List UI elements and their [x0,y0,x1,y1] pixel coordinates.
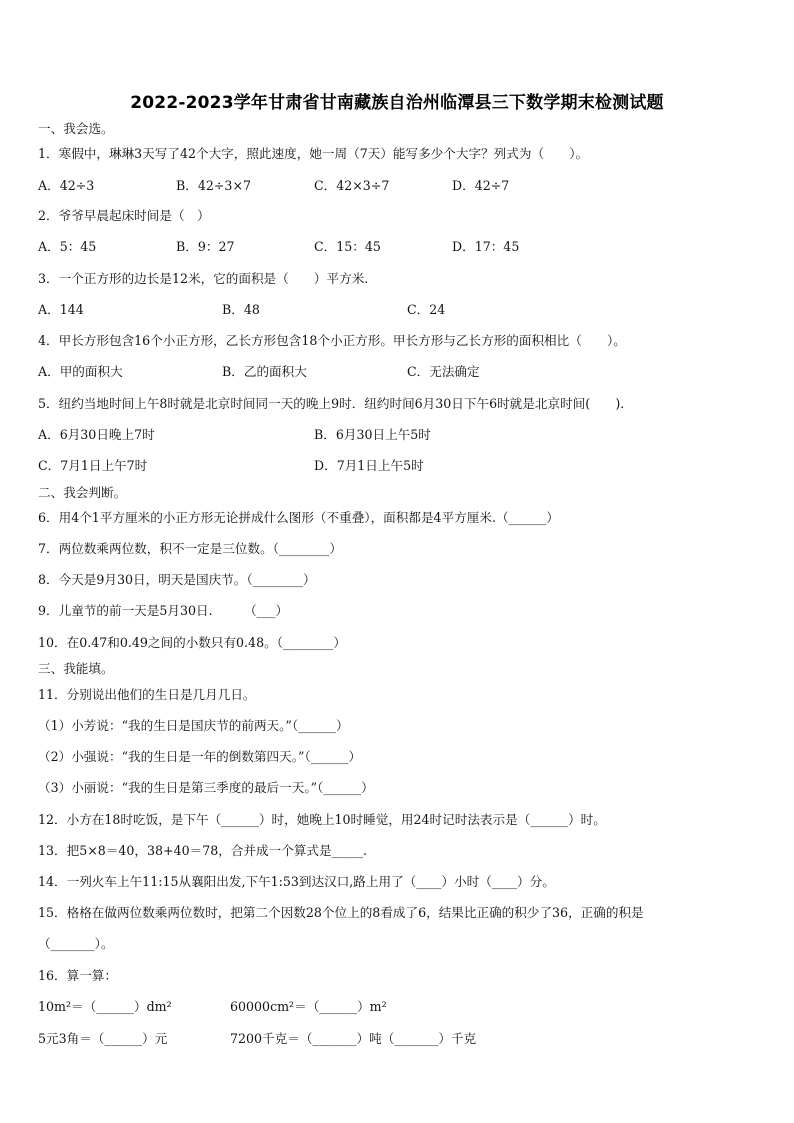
question-9: 9．儿童节的前一天是5月30日. （___） [38,603,289,618]
question-5: 5．纽约当地时间上午8时就是北京时间同一天的晚上9时．纽约时间6月30日下午6时就是北京时间( ). [38,396,625,411]
question-3: 3．一个正方形的边长是12米，它的面积是（ ）平方米. [38,271,369,286]
question-10: 10．在0.47和0.49之间的小数只有0.48。（________） [38,635,346,650]
question-11-part-2: （2）小强说：“我的生日是一年的倒数第四天。”（______） [38,749,362,764]
question-7: 7．两位数乘两位数，积不一定是三位数。（________） [38,541,342,556]
q16-item-c: 5元3角＝（______）元 [38,1031,168,1046]
q3-option-b: B．48 [222,302,260,317]
q5-option-d: D．7月1日上午5时 [314,458,424,473]
section-heading-3: 三、我能填。 [38,661,114,676]
question-14: 14．一列火车上午11:15从襄阳出发,下午1:53到达汉口,路上用了（____）小时（____）分。 [38,874,555,889]
q5-option-b: B．6月30日上午5时 [314,427,431,442]
question-8: 8．今天是9月30日，明天是国庆节。（________） [38,572,316,587]
q4-option-b: B．乙的面积大 [222,364,307,379]
question-11-part-1: （1）小芳说：“我的生日是国庆节的前两天。”（______） [38,718,349,733]
q2-option-d: D．17：45 [452,239,520,254]
q4-option-c: C．无法确定 [407,364,480,379]
question-1: 1．寒假中，琳琳3天写了42个大字，照此速度，她一周（7天）能写多少个大字？列式为（ ）。 [38,146,589,161]
q3-option-c: C．24 [407,302,446,317]
question-16: 16．算一算： [38,968,117,983]
q5-option-c: C．7月1日上午7时 [38,458,148,473]
question-2: 2．爷爷早晨起床时间是（ ） [38,208,210,223]
question-11-part-3: （3）小丽说：“我的生日是第三季度的最后一天。”（______） [38,780,374,795]
page-title: 2022-2023学年甘肃省甘南藏族自治州临潭县三下数学期末检测试题 [130,93,664,113]
q3-option-a: A．144 [38,302,84,317]
q4-option-a: A．甲的面积大 [38,364,123,379]
q5-option-a: A．6月30日晚上7时 [38,427,155,442]
section-heading-1: 一、我会选。 [38,121,114,136]
question-15-answer: （_______）。 [38,936,114,951]
q16-item-b: 60000cm²＝（______）m² [230,999,387,1014]
q16-item-d: 7200千克＝（_______）吨（_______）千克 [230,1031,477,1046]
q2-option-a: A．5：45 [38,239,97,254]
q2-option-b: B．9：27 [176,239,235,254]
question-13: 13．把5×8＝40，38+40＝78，合并成一个算式是_____. [38,843,368,858]
q2-option-c: C．15：45 [314,239,381,254]
q1-option-b: B．42÷3×7 [176,178,252,193]
question-12: 12．小方在18时吃饭，是下午（______）时，她晚上10时睡觉，用24时记时法表示是（______）时。 [38,812,606,827]
q1-option-c: C．42×3÷7 [314,178,390,193]
q1-option-d: D．42÷7 [452,178,510,193]
question-11: 11．分别说出他们的生日是几月几日。 [38,687,256,702]
question-15: 15．格格在做两位数乘两位数时，把第二个因数28个位上的8看成了6，结果比正确的积少了36，正确的积是 [38,905,644,920]
q1-option-a: A．42÷3 [38,178,95,193]
question-4: 4．甲长方形包含16个小正方形，乙长方形包含18个小正方形。甲长方形与乙长方形的面积相比（ ）。 [38,333,626,348]
q16-item-a: 10m²＝（______）dm² [38,999,172,1014]
question-6: 6．用4个1平方厘米的小正方形无论拼成什么图形（不重叠），面积都是4平方厘米.（______） [38,510,559,525]
section-heading-2: 二、我会判断。 [38,485,127,500]
